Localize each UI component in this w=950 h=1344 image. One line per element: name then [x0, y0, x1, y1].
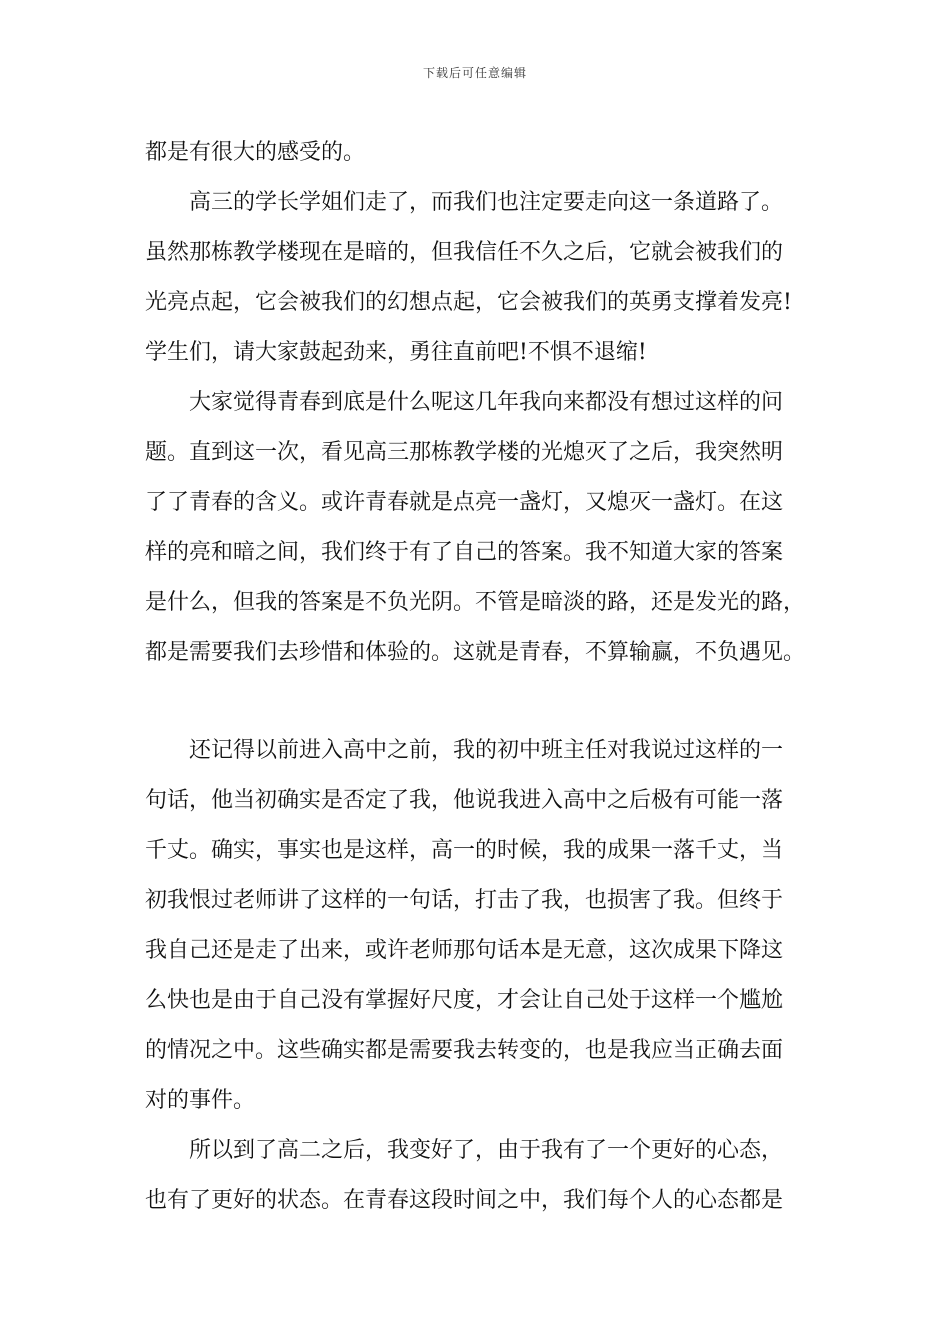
text-line: 也有了更好的状态。在青春这段时间之中，我们每个人的心态都是	[145, 1188, 784, 1213]
text-line: 的情况之中。这些确实都是需要我去转变的，也是我应当正确去面	[145, 1038, 784, 1063]
text-line: 句话，他当初确实是否定了我，他说我进入高中之后极有可能一落	[145, 788, 784, 813]
text-line: 千丈。确实，事实也是这样，高一的时候，我的成果一落千丈，当	[145, 838, 784, 863]
text-line: 是什么，但我的答案是不负光阴。不管是暗淡的路，还是发光的路，	[145, 590, 805, 615]
text-line: 高三的学长学姐们走了，而我们也注定要走向这一条道路了。	[189, 190, 784, 215]
paragraph	[145, 128, 805, 178]
paragraph	[145, 178, 805, 378]
paragraph	[145, 726, 805, 1126]
text-line: 对的事件。	[145, 1088, 256, 1113]
text-line: 大家觉得青春到底是什么呢这几年我向来都没有想过这样的问	[189, 390, 784, 415]
text-line: 还记得以前进入高中之前，我的初中班主任对我说过这样的一	[189, 738, 784, 763]
document-body	[145, 128, 805, 1226]
text-line: 学生们，请大家鼓起劲来，勇往直前吧!不惧不退缩!	[145, 340, 647, 365]
text-line: 都是有很大的感受的。	[145, 140, 366, 165]
text-line: 题。直到这一次，看见高三那栋教学楼的光熄灭了之后，我突然明	[145, 440, 784, 465]
text-line: 所以到了高二之后，我变好了，由于我有了一个更好的心态，	[189, 1138, 784, 1163]
text-line: 么快也是由于自己没有掌握好尺度，才会让自己处于这样一个尴尬	[145, 988, 784, 1013]
paragraph	[145, 378, 805, 678]
text-line: 我自己还是走了出来，或许老师那句话本是无意，这次成果下降这	[145, 938, 784, 963]
text-line: 虽然那栋教学楼现在是暗的，但我信任不久之后，它就会被我们的	[145, 240, 784, 265]
paragraph	[145, 1126, 805, 1226]
text-line: 光亮点起，它会被我们的幻想点起，它会被我们的英勇支撑着发亮!	[145, 290, 792, 315]
text-line: 了了青春的含义。或许青春就是点亮一盏灯，又熄灭一盏灯。在这	[145, 490, 784, 515]
text-line: 都是需要我们去珍惜和体验的。这就是青春，不算输赢，不负遇见。	[145, 640, 805, 665]
paragraph-gap	[145, 678, 805, 726]
text-line: 样的亮和暗之间，我们终于有了自己的答案。我不知道大家的答案	[145, 540, 784, 565]
text-line: 初我恨过老师讲了这样的一句话，打击了我，也损害了我。但终于	[145, 888, 784, 913]
page-header: 下载后可任意编辑	[422, 66, 527, 80]
